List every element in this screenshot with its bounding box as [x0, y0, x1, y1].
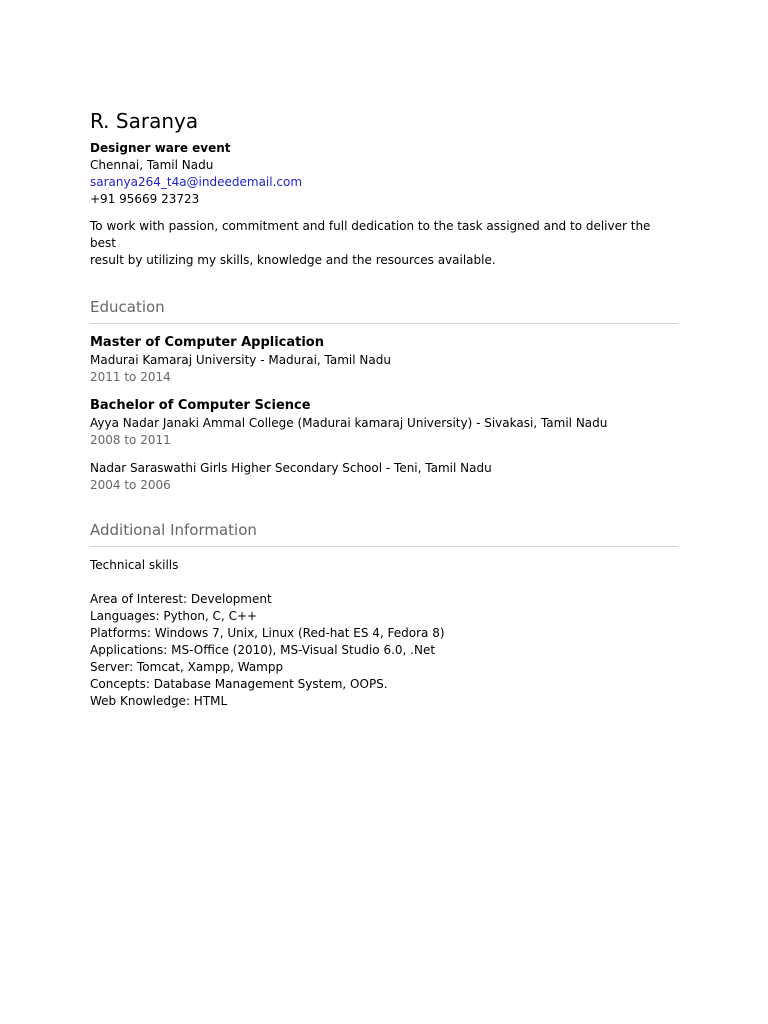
education-degree: Master of Computer Application: [90, 335, 324, 350]
skill-line: Platforms: Windows 7, Unix, Linux (Red-hat ES 4, Fedora 8): [90, 626, 445, 640]
section-divider: [90, 323, 678, 324]
candidate-location: Chennai, Tamil Nadu: [90, 158, 214, 172]
resume-header: [90, 108, 678, 208]
section-divider: [90, 546, 678, 547]
blank-line: [90, 574, 678, 591]
education-dates: 2011 to 2014: [90, 370, 171, 384]
education-dates: 2008 to 2011: [90, 433, 171, 447]
skill-line: Concepts: Database Management System, OOPS.: [90, 677, 388, 691]
additional-information-title: Additional Information: [90, 521, 257, 539]
resume-summary: [90, 218, 678, 269]
additional-information-section: [90, 520, 678, 710]
candidate-email-link[interactable]: saranya264_t4a@indeedemail.com: [90, 175, 303, 189]
summary-line: result by utilizing my skills, knowledge and the resources available.: [90, 253, 496, 267]
summary-line: To work with passion, commitment and full dedication to the task assigned and to deliver the best: [90, 219, 651, 250]
candidate-email-row: [90, 174, 678, 191]
education-item: [90, 397, 678, 449]
additional-information-body: [90, 557, 678, 710]
education-school: Madurai Kamaraj University - Madurai, Tamil Nadu: [90, 353, 391, 367]
education-item: [90, 460, 678, 494]
education-section-title: Education: [90, 298, 165, 316]
skill-line: Area of Interest: Development: [90, 592, 272, 606]
education-section: [90, 297, 678, 494]
candidate-headline: Designer ware event: [90, 141, 231, 155]
skill-line: Web Knowledge: HTML: [90, 694, 228, 708]
technical-skills-heading: Technical skills: [90, 558, 179, 572]
education-school: Ayya Nadar Janaki Ammal College (Madurai kamaraj University) - Sivakasi, Tamil Nadu: [90, 416, 608, 430]
resume-content: [90, 108, 678, 710]
education-item: [90, 334, 678, 386]
skill-line: Applications: MS-Office (2010), MS-Visual Studio 6.0, .Net: [90, 643, 436, 657]
candidate-name: R. Saranya: [90, 109, 199, 133]
skill-line: Languages: Python, C, C++: [90, 609, 258, 623]
education-school: Nadar Saraswathi Girls Higher Secondary School - Teni, Tamil Nadu: [90, 461, 492, 475]
skill-line: Server: Tomcat, Xampp, Wampp: [90, 660, 284, 674]
candidate-phone: +91 95669 23723: [90, 192, 200, 206]
education-dates: 2004 to 2006: [90, 478, 171, 492]
education-degree: Bachelor of Computer Science: [90, 398, 311, 413]
